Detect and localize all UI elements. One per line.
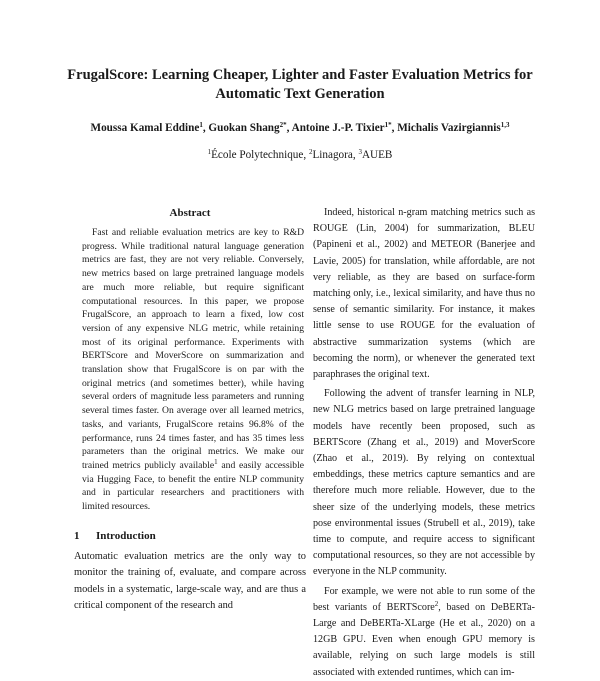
author-name: Moussa Kamal Eddine bbox=[90, 122, 200, 134]
section-heading-introduction bbox=[74, 530, 304, 542]
footnote-mark: 2 bbox=[434, 599, 439, 608]
author-affiliation-mark: 1* bbox=[384, 121, 392, 129]
abstract-body-end: and easily accessible via Hugging Face, to benefit the entire NLP community and in particular researchers and practitioners with limited resources. bbox=[82, 459, 305, 513]
affiliation-mark: 2 bbox=[308, 148, 313, 156]
author-name: Michalis Vazirgiannis bbox=[397, 122, 501, 134]
paragraph: Following the advent of transfer learning in NLP, new NLG metrics based on large pretrained language models have recently been proposed, such as BERTScore (Zhang et al., 2019) and MoverScore (Zhao et al., 2019). By relying on contextual embeddings, these metrics capture semantics and are therefore much more reliable. However, due to the sheer size of the underlying models, these metrics pose environmental issues (Strubell et al., 2019), take time to compute, and require access to significant computational resources, so they are not accessible by everyone in the NLP community. bbox=[313, 388, 535, 578]
right-column bbox=[313, 205, 535, 681]
abstract-heading: Abstract bbox=[169, 207, 211, 219]
author-name: Guokan Shang bbox=[208, 122, 280, 134]
author-affiliation-mark: 1 bbox=[199, 121, 203, 129]
section-title: Introduction bbox=[96, 530, 156, 542]
paragraph bbox=[313, 584, 535, 681]
paragraph-start: For example, we were not able to run some of the best variants of BERTScore bbox=[313, 585, 535, 613]
author-name: Antoine J.-P. Tixier bbox=[291, 122, 385, 134]
affiliation-name: AUEB bbox=[361, 149, 393, 161]
section-number: 1 bbox=[74, 530, 80, 542]
affiliation-list: $^1$École Polytechnique, $^2$Linagora, $^3$AUEB bbox=[207, 148, 393, 161]
affiliation-name: École Polytechnique bbox=[211, 149, 304, 161]
paragraph: Indeed, historical n-gram matching metrics such as ROUGE (Lin, 2004) for summarization, BLEU (Papineni et al., 2002) and METEOR (Banerjee and Lavie, 2005) for translation, while affordable, are not very reliable, as they are based on surface-form matching only, i.e., lexical similarity, and have thus no sense of semantic similarity. For instance, it makes little sense to use ROUGE for the evaluation of abstractive summarization systems (which are becoming the norm), or whenever the generated text paraphrases the original text. bbox=[313, 207, 535, 381]
author-affiliation-mark: 2* bbox=[279, 121, 287, 129]
paper-title: FrugalScore: Learning Cheaper, Lighter and Faster Evaluation Metrics for Automatic Text Generation bbox=[67, 67, 533, 102]
author-list: Moussa Kamal Eddine$^1$, Guokan Shang$^{2*}$, Antoine J.-P. Tixier$^{1*}$, Michalis Vazirgiannis$^{1,3}$ bbox=[90, 121, 510, 134]
affiliation-mark: 3 bbox=[358, 148, 362, 156]
abstract-body: Fast and reliable evaluation metrics are key to R&D progress. While traditional natural language generation metrics are fast, they are not very reliable. Conversely, new metrics based on large pretrained language models are much more reliable, but require significant computational resources. In this paper, we propose FrugalScore, an approach to learn a fixed, low cost version of any expensive NLG metric, while retaining most of its original performance. Experiments with BERTScore and MoverScore on summarization and translation show that FrugalScore is on par with the original metrics (and sometimes better), while having several orders of magnitude less parameters and running several times faster. On average over all learned metrics, tasks, and variants, FrugalScore retains 96.8% of the performance, runs 24 times faster, and has 35 times less parameters than the original metrics. We make our trained metrics publicly available bbox=[82, 227, 304, 471]
paragraph-end: , based on DeBERTa-Large and DeBERTa-XLarge (He et al., 2020) on a 12GB GPU. Even when enough GPU memory is available, relying on such large models is still associated with extended runtimes, which can im- bbox=[313, 601, 535, 678]
affiliation-mark: 1 bbox=[207, 148, 212, 156]
footnote-mark: 1 bbox=[214, 457, 218, 466]
affiliation-name: Linagora bbox=[312, 149, 353, 161]
introduction-text: Automatic evaluation metrics are the only way to monitor the training of, evaluate, and compare across models in a systematic, large-scale way, and are thus a critical component of the research and bbox=[74, 551, 306, 611]
abstract-text bbox=[82, 226, 304, 514]
author-affiliation-mark: 1,3 bbox=[500, 121, 510, 129]
